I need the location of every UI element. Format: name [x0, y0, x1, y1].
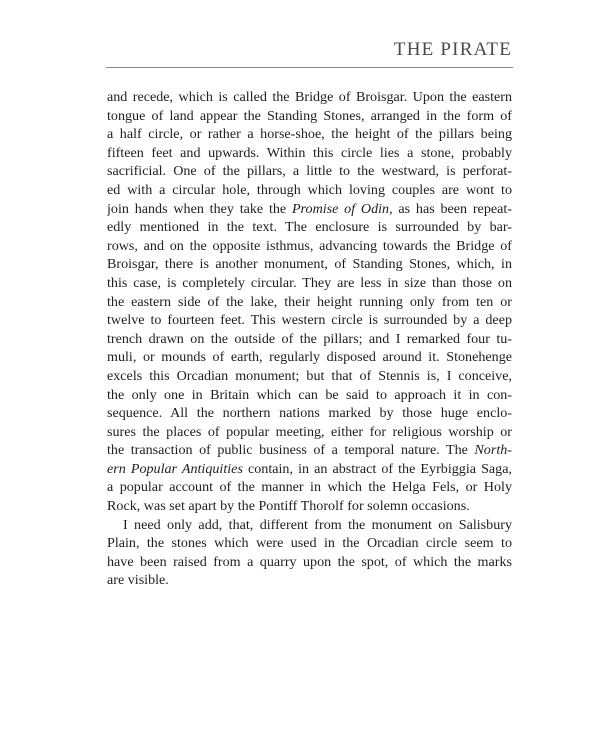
text-line: excels this Orcadian monument; but that of Stennis is, I conceive,	[107, 367, 512, 384]
text-line: and recede, which is called the Bridge of Broisgar. Upon the eastern	[107, 89, 512, 105]
text-line: have been raised from a quarry upon the spot, of which the marks	[107, 553, 512, 570]
text-line: the transaction of public business of a temporal nature. The North-	[107, 442, 512, 459]
text-line: Rock, was set apart by the Pontiff Thorolf for solemn occasions.	[107, 498, 470, 515]
text-line: are visible.	[107, 572, 169, 589]
italic-title-promise-of-odin: Promise of Odin	[291, 200, 390, 217]
text-line: a half circle, or rather a horse-shoe, the height of the pillars being	[107, 126, 512, 143]
body-text	[107, 88, 512, 590]
text-line: Plain, the stones which were used in the Orcadian circle seem to	[107, 535, 512, 552]
text-line: the only one in Britain which can be said to approach it in con-	[107, 386, 512, 403]
text-line: sequence. All the northern nations marked by those huge enclo-	[107, 405, 512, 422]
text-line: sacrificial. One of the pillars, a little to the westward, is perforat-	[107, 163, 512, 180]
text-line: rows, and on the opposite isthmus, advancing towards the Bridge of	[107, 237, 512, 254]
italic-title-northern-antiquities-part2: ern Popular Antiquities	[107, 460, 243, 477]
text-line: ed with a circular hole, through which loving couples are wont to	[107, 181, 512, 198]
text-line: edly mentioned in the text. The enclosure is surrounded by bar-	[107, 219, 512, 236]
text-line: this case, is completely circular. They are less in size than those on	[107, 274, 512, 291]
running-head-title: THE PIRATE	[393, 39, 512, 60]
text-line: tongue of land appear the Standing Stones, arranged in the form of	[107, 107, 512, 124]
text-line: twelve to fourteen feet. This western circle is surrounded by a deep	[107, 312, 512, 329]
text-line: muli, or mounds of earth, regularly disposed around it. Stonehenge	[107, 349, 512, 366]
text-line: Broisgar, there is another monument, of Standing Stones, which, in	[107, 256, 512, 273]
text-line: sures the places of popular meeting, either for religious worship or	[107, 423, 512, 440]
text-line: join hands when they take the Promise of Odin, as has been repeat-	[107, 200, 512, 217]
paragraph-start-line: I need only add, that, different from the monument on Salisbury	[123, 516, 512, 533]
text-line: fifteen feet and upwards. Within this circle lies a stone, probably	[107, 144, 512, 161]
italic-title-northern-antiquities-part1: North-	[474, 442, 512, 459]
text-line: ern Popular Antiquities contain, in an abstract of the Eyrbiggia Saga,	[107, 460, 512, 477]
text-line: trench drawn on the outside of the pillars; and I remarked four tu-	[107, 330, 512, 347]
text-line: the eastern side of the lake, their height running only from ten or	[107, 293, 512, 310]
header-rule	[106, 67, 513, 68]
text-line: a popular account of the manner in which the Helga Fels, or Holy	[107, 479, 512, 496]
